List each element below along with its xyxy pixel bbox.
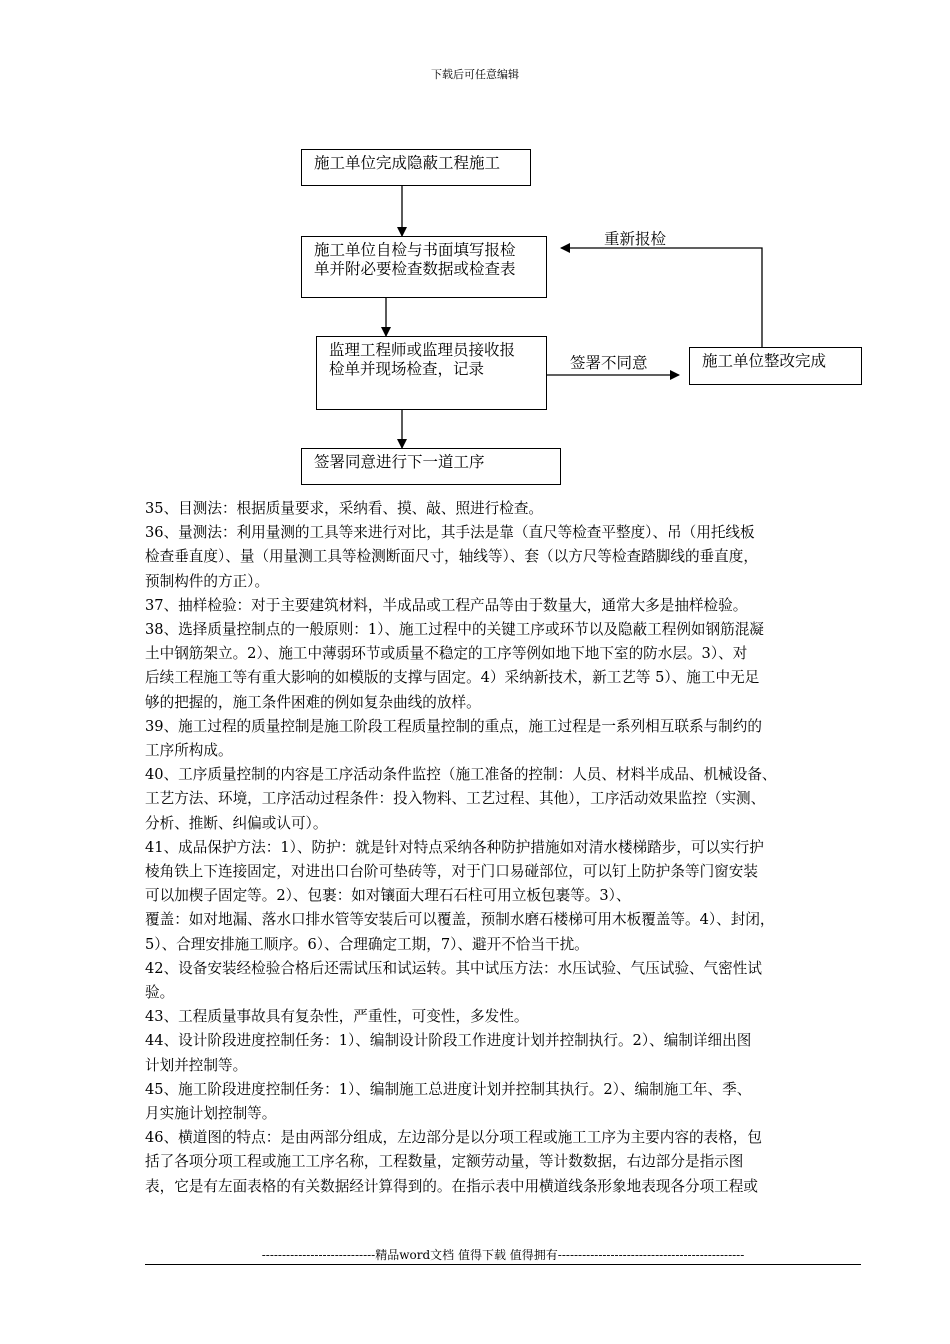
body-line: 44、设计阶段进度控制任务：1）、编制设计阶段工作进度计划并控制执行。2）、编制详细出图 [145,1032,752,1050]
flow-step-complete-hidden-work [301,149,531,186]
body-line: 计划并控制等。 [145,1056,248,1074]
body-line: 39、施工过程的质量控制是施工阶段工程质量控制的重点，施工过程是一系列相互联系与制约的 [145,717,762,735]
body-line: 46、横道图的特点：是由两部分组成，左边部分是以分项工程或施工工序为主要内容的表格，包 [145,1129,762,1147]
document-body [145,497,865,1199]
body-line: 5）、合理安排施工顺序。6）、合理确定工期，7）、避开不恰当干扰。 [145,935,589,953]
body-line: 验。 [145,984,175,1002]
flow-step-text: 施工单位完成隐蔽工程施工 [314,154,501,172]
body-line: 41、成品保护方法：1）、防护：就是针对特点采纳各种防护措施如对清水楼梯踏步，可以实行护 [145,838,764,856]
body-line: 够的把握的，施工条件困难的例如复杂曲线的放样。 [145,693,481,711]
body-line: 括了各项分项工程或施工工序名称，工程数量，定额劳动量，等计数数据，右边部分是指示图 [145,1153,744,1171]
body-line: 38、选择质量控制点的一般原则：1）、施工过程中的关键工序或环节以及隐蔽工程例如钢筋混凝 [145,621,764,639]
body-line: 42、设备安装经检验合格后还需试压和试运转。其中试压方法：水压试验、气压试验、气密性试 [145,959,762,977]
body-line: 覆盖：如对地漏、落水口排水管等安装后可以覆盖，预制水磨石楼梯可用木板覆盖等。4）、封闭， [145,911,775,929]
body-line: 表，它是有左面表格的有关数据经计算得到的。在指示表中用横道线条形象地表现各分项工程或 [145,1177,758,1195]
body-line: 35、目测法：根据质量要求，采纳看、摸、敲、照进行检查。 [145,500,544,517]
flow-step-rework [689,347,862,385]
arrow-resubmit [561,248,762,347]
flow-step-text: 签署同意进行下一道工序 [314,453,485,471]
flow-step-self-inspection [301,236,547,298]
footer-note: ----------------------------精品word文档 值得下载 值得拥有---------------------------------------------- [261,1248,745,1262]
body-line: 40、工序质量控制的内容是工序活动条件监控（施工准备的控制：人员、材料半成品、机械设备、 [145,766,777,784]
flow-step-text-line2: 单并附必要检查数据或检查表 [314,260,516,278]
flow-step-text-line1: 施工单位自检与书面填写报检 [314,241,516,259]
body-line: 43、工程质量事故具有复杂性，严重性，可变性，多发性。 [145,1008,529,1026]
body-line: 工艺方法、环境，工序活动过程条件：投入物料、工艺过程、其他），工序活动效果监控（实测、 [145,790,766,808]
flow-step-approve-next [301,448,561,485]
body-line: 棱角铁上下连接固定，对进出口台阶可垫砖等，对于门口易碰部位，可以钉上防护条等门窗安装 [145,863,758,881]
body-line: 37、抽样检验：对于主要建筑材料，半成品或工程产品等由于数量大，通常大多是抽样检验。 [145,596,748,614]
flow-step-text-line2: 检单并现场检查，记录 [329,360,485,378]
edge-label-resubmit: 重新报检 [604,230,667,248]
body-line: 可以加楔子固定等。2）、包裹：如对镶面大理石石柱可用立板包裹等。3）、 [145,887,631,905]
body-line: 45、施工阶段进度控制任务：1）、编制施工总进度计划并控制其执行。2）、编制施工年、季、 [145,1080,752,1098]
flow-step-supervisor-check [316,336,547,410]
body-line: 后续工程施工等有重大影响的如模版的支撑与固定。4）采纳新技术，新工艺等 5）、施工中无足 [145,669,760,687]
body-line: 土中钢筋架立。2）、施工中薄弱环节或质量不稳定的工序等例如地下地下室的防水层。3）、对 [145,645,748,663]
body-line: 36、量测法：利用量测的工具等来进行对比，其手法是靠（直尺等检查平整度）、吊（用托线板 [145,524,755,542]
flow-step-text: 施工单位整改完成 [702,352,827,370]
flow-step-text-line1: 监理工程师或监理员接收报 [329,341,516,359]
inspection-flowchart [0,0,950,500]
body-line: 检查垂直度）、量（用量测工具等检测断面尺寸，轴线等）、套（以方尺等检查踏脚线的垂直度， [145,548,758,566]
footer-divider [145,1264,861,1265]
body-line: 月实施计划控制等。 [145,1105,277,1123]
header-note: 下载后可任意编辑 [431,68,519,81]
edge-label-disagree: 签署不同意 [570,354,648,372]
body-line: 预制构件的方正）。 [145,572,270,590]
body-line: 分析、推断、纠偏或认可）。 [145,814,328,832]
body-line: 工序所构成。 [145,742,233,760]
